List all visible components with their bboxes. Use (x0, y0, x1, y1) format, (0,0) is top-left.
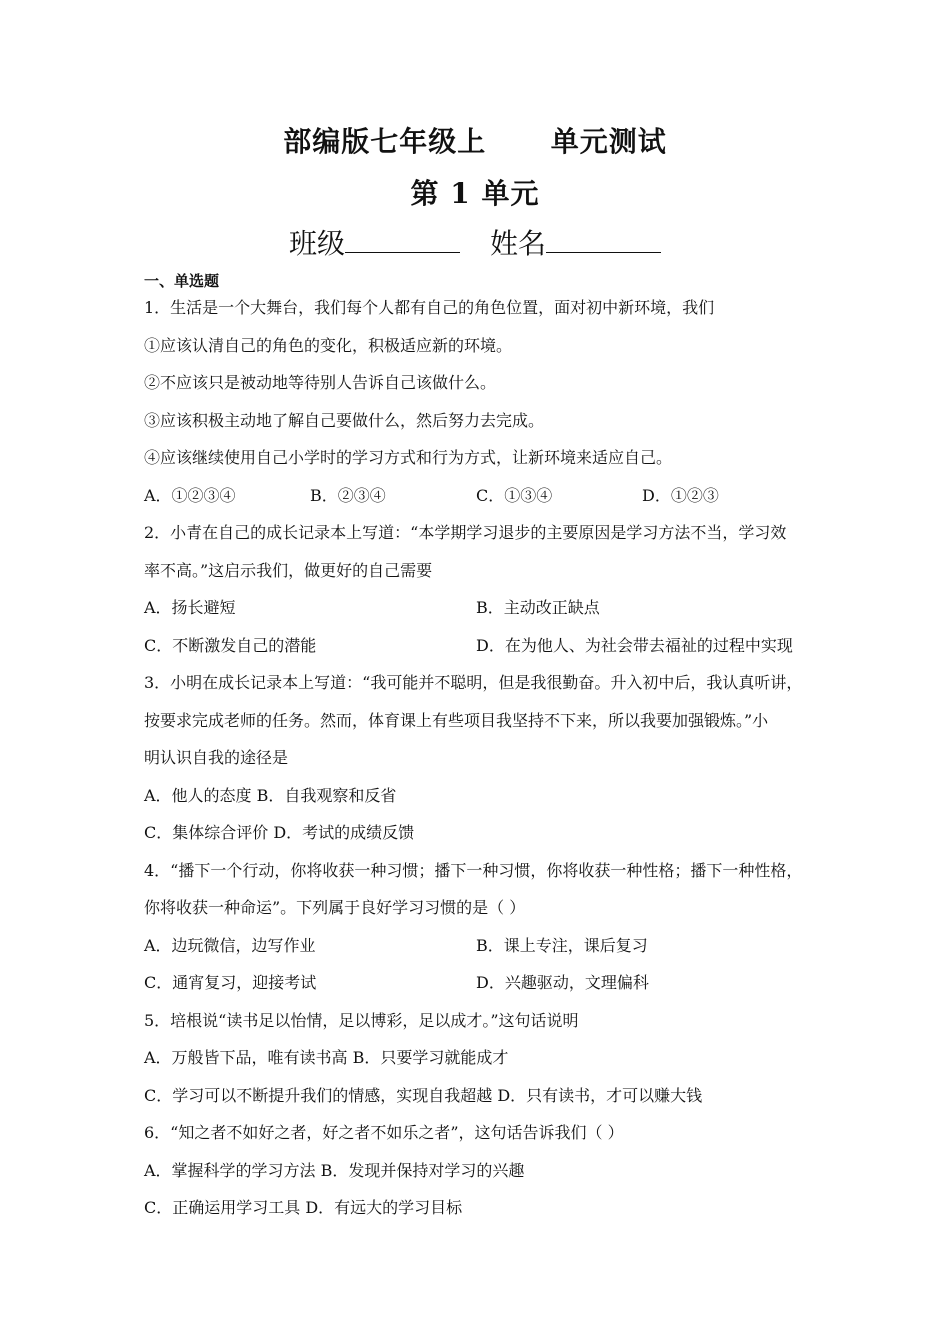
class-label: 班级 (288, 227, 345, 260)
q2-option-c: C．不断激发自己的潜能 (144, 635, 317, 655)
q2-options-cd (144, 633, 814, 671)
q3-options-ab: A．他人的态度 B．自我观察和反省 (144, 785, 397, 805)
q1-statement-4: ④应该继续使用自己小学时的学习方式和行为方式，让新环境来适应自己。 (144, 448, 673, 467)
q5-options-ab: A．万般皆下品，唯有读书高 B．只要学习就能成才 (144, 1048, 509, 1067)
q1-stem: 1．生活是一个大舞台，我们每个人都有自己的角色位置，面对初中新环境，我们 (144, 298, 715, 317)
q1-options (144, 483, 814, 521)
q1-statement-3: ③应该积极主动地了解自己要做什么，然后努力去完成。 (144, 410, 545, 430)
q4-option-d: D．兴趣驱动，文理偏科 (476, 973, 649, 992)
student-info-line (0, 222, 950, 262)
q2-option-a: A．扬长避短 (144, 598, 236, 617)
q6-stem: 6．“知之者不如好之者，好之者不如乐之者”，这句话告诉我们（ ） (144, 1123, 624, 1142)
q1-option-d: D．①②③ (642, 485, 719, 505)
q2-stem-line-1: 2．小青在自己的成长记录本上写道：“本学期学习退步的主要原因是学习方法不当，学习效 (144, 523, 787, 542)
q2-option-d: D．在为他人、为社会带去福祉的过程中实现 (476, 635, 793, 655)
q4-stem-line-2: 你将收获一种命运”。下列属于良好学习习惯的是（ ） (144, 898, 526, 917)
q5-stem: 5．培根说“读书足以怡情，足以博彩，足以成才。”这句话说明 (144, 1010, 579, 1030)
q4-options-cd (144, 970, 814, 1008)
q4-options-ab (144, 933, 814, 971)
q2-option-b: B．主动改正缺点 (476, 598, 600, 617)
q4-option-c: C．通宵复习，迎接考试 (144, 973, 317, 992)
q3-stem-line-3: 明认识自我的途径是 (144, 748, 289, 767)
class-blank (345, 226, 460, 253)
q2-stem-line-2: 率不高。”这启示我们，做更好的自己需要 (144, 560, 433, 580)
q4-option-b: B．课上专注，课后复习 (476, 935, 648, 955)
q2-options-ab (144, 595, 814, 633)
q1-option-a: A．①②③④ (144, 485, 236, 505)
q1-statement-2: ②不应该只是被动地等待别人告诉自己该做什么。 (144, 373, 497, 392)
q6-options-ab: A．掌握科学的学习方法 B．发现并保持对学习的兴趣 (144, 1160, 525, 1180)
q1-option-c: C．①③④ (476, 485, 553, 505)
q1-statement-1: ①应该认清自己的角色的变化，积极适应新的环境。 (144, 335, 513, 355)
q3-stem-line-1: 3．小明在成长记录本上写道：“我可能并不聪明，但是我很勤奋。升入初中后，我认真听讲， (144, 673, 803, 692)
q3-options-cd: C．集体综合评价 D．考试的成绩反馈 (144, 823, 415, 842)
q1-option-b: B．②③④ (310, 485, 386, 505)
section-heading: 一、单选题 (144, 272, 220, 290)
q4-option-a: A．边玩微信，边写作业 (144, 935, 316, 955)
q4-stem-line-1: 4．“播下一个行动，你将收获一种习惯；播下一种习惯，你将收获一种性格；播下一种性格， (144, 860, 803, 880)
name-blank (546, 226, 661, 253)
name-label: 姓名 (490, 227, 547, 260)
q5-options-cd: C．学习可以不断提升我们的情感，实现自我超越 D．只有读书，才可以赚大钱 (144, 1085, 703, 1105)
q6-options-cd: C．正确运用学习工具 D．有远大的学习目标 (144, 1198, 463, 1217)
document-title: 部编版七年级上 单元测试 (283, 125, 667, 158)
unit-title: 第 1 单元 (410, 177, 540, 210)
q3-stem-line-2: 按要求完成老师的任务。然而，体育课上有些项目我坚持不下来，所以我要加强锻炼。”小 (144, 710, 769, 730)
question-list (144, 295, 814, 1233)
